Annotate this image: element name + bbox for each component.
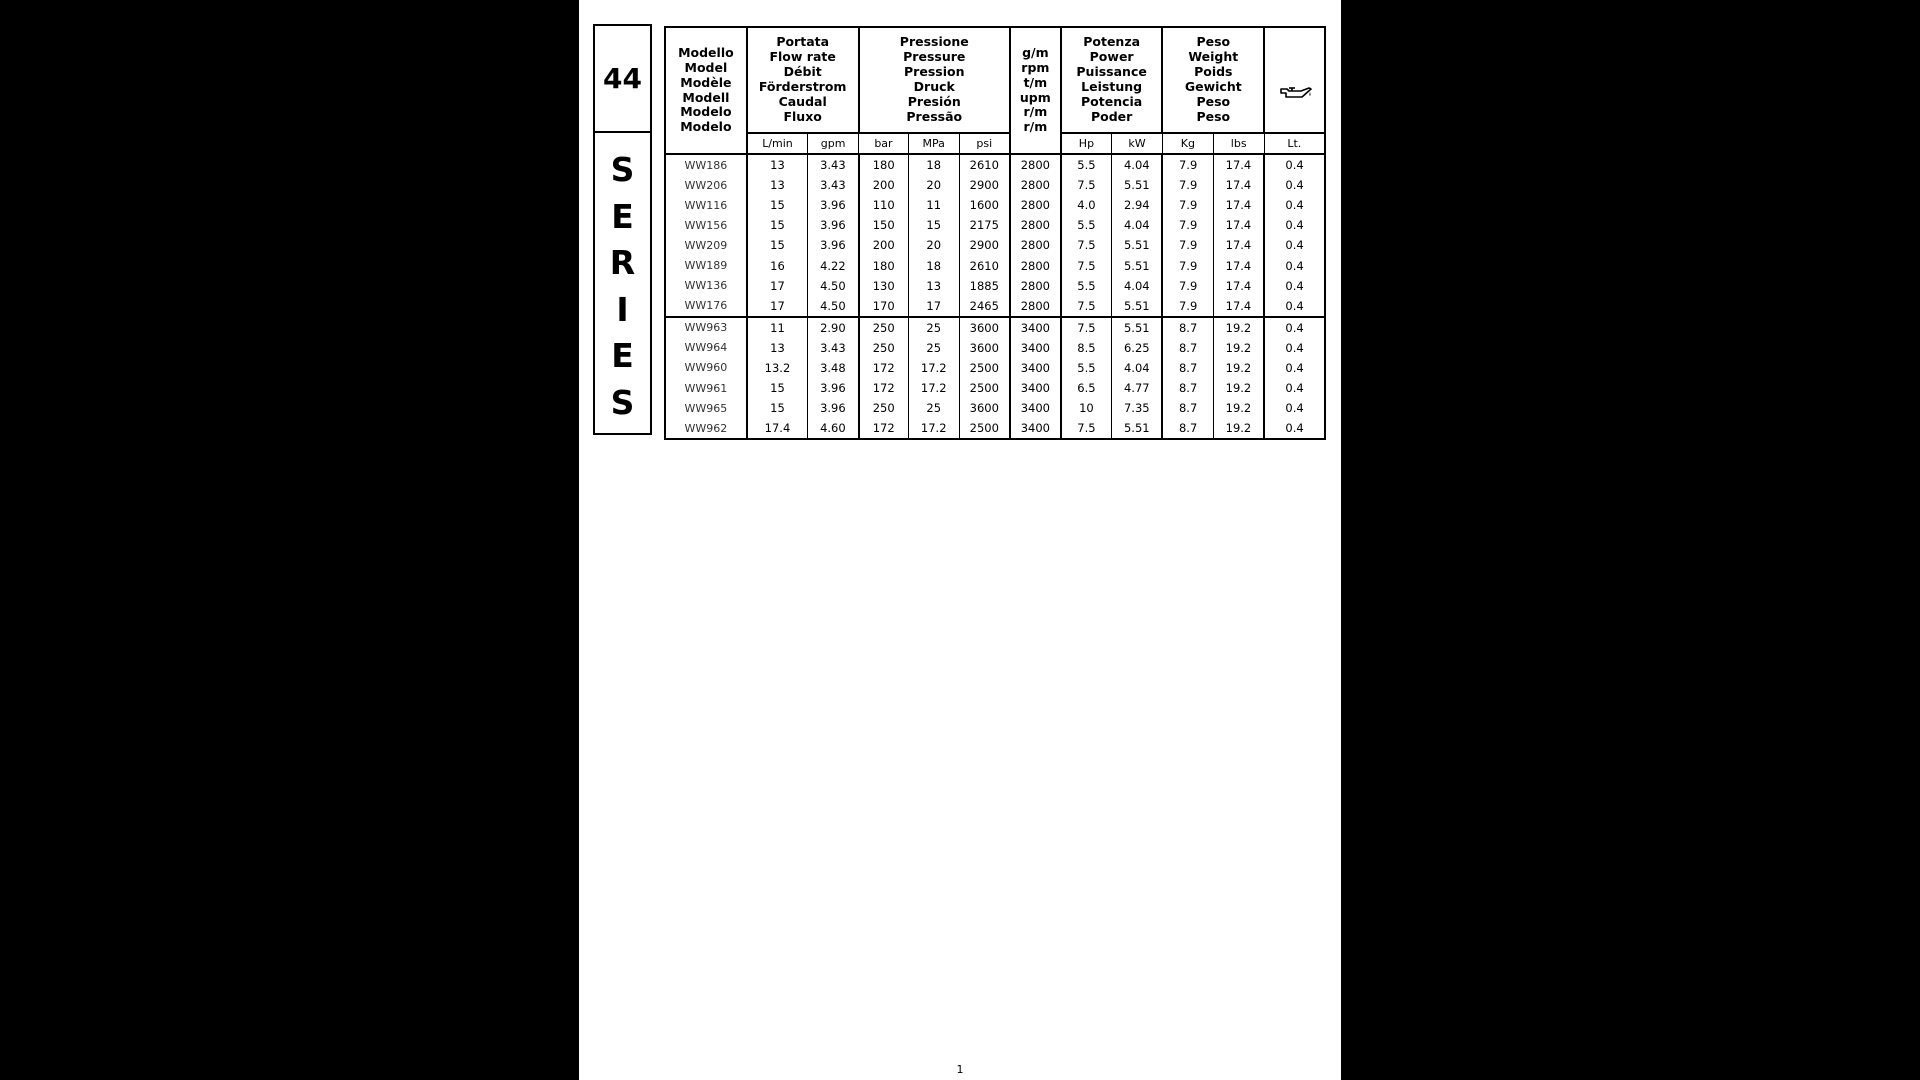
header-flow: Portata Flow rate Débit Förderstrom Caudal Fluxo [747,27,859,133]
cell-pressure-psi: 1600 [959,195,1010,215]
cell-pressure-mpa: 18 [908,154,959,175]
cell-weight-lbs: 17.4 [1213,154,1264,175]
cell-pressure-mpa: 17.2 [908,418,959,439]
table-row [665,154,1325,175]
cell-power-hp: 8.5 [1061,338,1112,358]
cell-rpm: 3400 [1010,418,1061,439]
cell-weight-lbs: 17.4 [1213,175,1264,195]
cell-rpm: 3400 [1010,338,1061,358]
cell-flow-lmin: 17 [747,276,808,296]
cell-flow-gpm: 4.60 [808,418,859,439]
cell-flow-lmin: 17.4 [747,418,808,439]
cell-oil-lt: 0.4 [1264,175,1325,195]
header-pressure: Pressione Pressure Pression Druck Presión Pressão [859,27,1010,133]
cell-weight-lbs: 19.2 [1213,398,1264,418]
cell-pressure-bar: 150 [859,215,909,235]
cell-oil-lt: 0.4 [1264,358,1325,378]
cell-power-hp: 7.5 [1061,296,1112,317]
unit-lt: Lt. [1264,133,1325,154]
table-row [665,338,1325,358]
cell-flow-lmin: 17 [747,296,808,317]
cell-flow-gpm: 3.96 [808,195,859,215]
cell-weight-kg: 8.7 [1162,317,1213,338]
cell-weight-lbs: 17.4 [1213,215,1264,235]
cell-pressure-psi: 2500 [959,418,1010,439]
cell-model: WW186 [665,154,747,175]
cell-power-kw: 7.35 [1112,398,1163,418]
unit-kg: Kg [1162,133,1213,154]
cell-weight-kg: 8.7 [1162,418,1213,439]
unit-mpa: MPa [908,133,959,154]
cell-flow-gpm: 3.96 [808,398,859,418]
cell-power-hp: 10 [1061,398,1112,418]
cell-pressure-bar: 110 [859,195,909,215]
cell-model: WW176 [665,296,747,317]
cell-pressure-psi: 2500 [959,378,1010,398]
table-row [665,358,1325,378]
cell-rpm: 3400 [1010,317,1061,338]
series-number: 44 [595,26,650,133]
table-row [665,317,1325,338]
cell-weight-kg: 8.7 [1162,398,1213,418]
cell-flow-gpm: 3.96 [808,235,859,255]
cell-pressure-bar: 130 [859,276,909,296]
cell-weight-lbs: 19.2 [1213,358,1264,378]
cell-pressure-bar: 180 [859,255,909,275]
series-letter: E [611,196,634,236]
cell-weight-kg: 7.9 [1162,195,1213,215]
cell-rpm: 2800 [1010,215,1061,235]
cell-pressure-psi: 2900 [959,235,1010,255]
cell-model: WW964 [665,338,747,358]
cell-power-hp: 5.5 [1061,215,1112,235]
cell-power-kw: 4.04 [1112,215,1163,235]
cell-flow-lmin: 16 [747,255,808,275]
cell-pressure-psi: 1885 [959,276,1010,296]
cell-flow-lmin: 15 [747,195,808,215]
cell-flow-lmin: 15 [747,378,808,398]
table-row [665,235,1325,255]
cell-power-kw: 5.51 [1112,235,1163,255]
series-letter: S [610,150,635,189]
cell-power-kw: 5.51 [1112,255,1163,275]
cell-pressure-bar: 170 [859,296,909,317]
cell-rpm: 2800 [1010,154,1061,175]
cell-pressure-psi: 2610 [959,154,1010,175]
cell-weight-lbs: 17.4 [1213,276,1264,296]
cell-pressure-psi: 3600 [959,317,1010,338]
cell-pressure-mpa: 13 [908,276,959,296]
cell-model: WW136 [665,276,747,296]
cell-model: WW209 [665,235,747,255]
cell-power-hp: 5.5 [1061,276,1112,296]
cell-flow-lmin: 15 [747,398,808,418]
cell-model: WW156 [665,215,747,235]
cell-pressure-psi: 3600 [959,338,1010,358]
series-letter: S [610,382,635,422]
cell-power-kw: 4.04 [1112,358,1163,378]
cell-rpm: 2800 [1010,276,1061,296]
cell-pressure-mpa: 17.2 [908,378,959,398]
cell-pressure-psi: 2900 [959,175,1010,195]
cell-oil-lt: 0.4 [1264,378,1325,398]
series-letter: I [616,289,629,329]
cell-rpm: 3400 [1010,398,1061,418]
cell-power-hp: 6.5 [1061,378,1112,398]
pump-spec-table [664,26,1326,440]
cell-flow-lmin: 15 [747,235,808,255]
cell-power-kw: 4.04 [1112,276,1163,296]
cell-model: WW965 [665,398,747,418]
table-row [665,175,1325,195]
cell-pressure-bar: 172 [859,358,909,378]
cell-power-kw: 5.51 [1112,418,1163,439]
unit-psi: psi [959,133,1010,154]
cell-pressure-bar: 200 [859,175,909,195]
cell-pressure-mpa: 20 [908,235,959,255]
cell-weight-kg: 7.9 [1162,255,1213,275]
page-number: 1 [956,1063,964,1076]
cell-pressure-mpa: 17.2 [908,358,959,378]
cell-flow-lmin: 13 [747,175,808,195]
table-row [665,255,1325,275]
table-row [665,398,1325,418]
cell-oil-lt: 0.4 [1264,215,1325,235]
cell-weight-lbs: 17.4 [1213,195,1264,215]
cell-model: WW961 [665,378,747,398]
header-oil [1264,27,1325,133]
cell-pressure-psi: 2175 [959,215,1010,235]
cell-weight-lbs: 19.2 [1213,378,1264,398]
unit-hp: Hp [1061,133,1112,154]
cell-weight-kg: 8.7 [1162,378,1213,398]
cell-model: WW960 [665,358,747,378]
cell-weight-lbs: 17.4 [1213,255,1264,275]
cell-pressure-bar: 250 [859,398,909,418]
cell-power-kw: 5.51 [1112,317,1163,338]
cell-flow-gpm: 3.43 [808,154,859,175]
cell-oil-lt: 0.4 [1264,195,1325,215]
header-model: Modello Model Modèle Modell Modelo Modelo [665,27,747,154]
cell-flow-gpm: 3.96 [808,215,859,235]
document-page [579,0,1341,1080]
cell-oil-lt: 0.4 [1264,296,1325,317]
cell-rpm: 2800 [1010,175,1061,195]
cell-power-hp: 7.5 [1061,235,1112,255]
cell-rpm: 3400 [1010,358,1061,378]
cell-power-kw: 5.51 [1112,296,1163,317]
cell-flow-lmin: 11 [747,317,808,338]
cell-oil-lt: 0.4 [1264,398,1325,418]
cell-flow-gpm: 4.22 [808,255,859,275]
cell-pressure-bar: 172 [859,418,909,439]
cell-weight-lbs: 19.2 [1213,418,1264,439]
cell-power-hp: 7.5 [1061,255,1112,275]
cell-pressure-mpa: 25 [908,317,959,338]
cell-pressure-bar: 250 [859,317,909,338]
cell-pressure-mpa: 20 [908,175,959,195]
cell-weight-kg: 7.9 [1162,296,1213,317]
cell-power-kw: 4.04 [1112,154,1163,175]
cell-pressure-psi: 3600 [959,398,1010,418]
header-rpm: g/m rpm t/m upm r/m r/m [1010,27,1061,154]
cell-flow-lmin: 15 [747,215,808,235]
cell-pressure-bar: 180 [859,154,909,175]
cell-weight-kg: 7.9 [1162,175,1213,195]
header-weight: Peso Weight Poids Gewicht Peso Peso [1162,27,1264,133]
cell-power-kw: 5.51 [1112,175,1163,195]
unit-lbs: lbs [1213,133,1264,154]
cell-flow-gpm: 3.48 [808,358,859,378]
cell-model: WW963 [665,317,747,338]
series-letter: R [609,243,636,282]
cell-pressure-bar: 172 [859,378,909,398]
cell-oil-lt: 0.4 [1264,418,1325,439]
series-letter: E [611,336,634,375]
cell-rpm: 2800 [1010,195,1061,215]
unit-kw: kW [1112,133,1163,154]
series-label-box [593,24,652,435]
cell-flow-lmin: 13.2 [747,358,808,378]
cell-model: WW189 [665,255,747,275]
cell-power-hp: 7.5 [1061,317,1112,338]
cell-weight-kg: 7.9 [1162,215,1213,235]
cell-rpm: 3400 [1010,378,1061,398]
cell-power-hp: 5.5 [1061,358,1112,378]
cell-weight-kg: 7.9 [1162,235,1213,255]
header-row [665,27,1325,133]
cell-rpm: 2800 [1010,235,1061,255]
cell-weight-kg: 7.9 [1162,276,1213,296]
cell-pressure-bar: 250 [859,338,909,358]
cell-oil-lt: 0.4 [1264,154,1325,175]
series-word [595,133,650,426]
cell-flow-gpm: 2.90 [808,317,859,338]
cell-power-hp: 7.5 [1061,175,1112,195]
cell-pressure-mpa: 17 [908,296,959,317]
cell-power-kw: 6.25 [1112,338,1163,358]
cell-oil-lt: 0.4 [1264,338,1325,358]
cell-weight-lbs: 17.4 [1213,296,1264,317]
oil-can-icon [1277,68,1313,107]
cell-weight-kg: 8.7 [1162,338,1213,358]
unit-bar: bar [859,133,909,154]
cell-pressure-mpa: 11 [908,195,959,215]
table-row [665,215,1325,235]
cell-pressure-psi: 2465 [959,296,1010,317]
spec-table-body [665,154,1325,439]
table-row [665,378,1325,398]
cell-pressure-mpa: 25 [908,338,959,358]
cell-flow-gpm: 3.43 [808,175,859,195]
cell-pressure-bar: 200 [859,235,909,255]
cell-model: WW206 [665,175,747,195]
cell-weight-lbs: 17.4 [1213,235,1264,255]
table-row [665,418,1325,439]
cell-flow-gpm: 3.43 [808,338,859,358]
header-power: Potenza Power Puissance Leistung Potencia Poder [1061,27,1163,133]
cell-power-hp: 5.5 [1061,154,1112,175]
cell-rpm: 2800 [1010,296,1061,317]
cell-power-hp: 7.5 [1061,418,1112,439]
unit-lmin: L/min [747,133,808,154]
cell-weight-lbs: 19.2 [1213,338,1264,358]
unit-gpm: gpm [808,133,859,154]
cell-power-kw: 4.77 [1112,378,1163,398]
cell-oil-lt: 0.4 [1264,235,1325,255]
cell-oil-lt: 0.4 [1264,276,1325,296]
cell-model: WW962 [665,418,747,439]
cell-weight-lbs: 19.2 [1213,317,1264,338]
cell-weight-kg: 7.9 [1162,154,1213,175]
cell-pressure-mpa: 18 [908,255,959,275]
cell-rpm: 2800 [1010,255,1061,275]
cell-power-kw: 2.94 [1112,195,1163,215]
cell-flow-gpm: 3.96 [808,378,859,398]
cell-model: WW116 [665,195,747,215]
cell-pressure-mpa: 25 [908,398,959,418]
table-row [665,276,1325,296]
cell-flow-lmin: 13 [747,338,808,358]
cell-flow-gpm: 4.50 [808,276,859,296]
cell-oil-lt: 0.4 [1264,255,1325,275]
cell-pressure-psi: 2500 [959,358,1010,378]
table-row [665,195,1325,215]
cell-flow-gpm: 4.50 [808,296,859,317]
cell-pressure-psi: 2610 [959,255,1010,275]
table-row [665,296,1325,317]
cell-power-hp: 4.0 [1061,195,1112,215]
cell-flow-lmin: 13 [747,154,808,175]
cell-pressure-mpa: 15 [908,215,959,235]
cell-weight-kg: 8.7 [1162,358,1213,378]
cell-oil-lt: 0.4 [1264,317,1325,338]
units-row [665,133,1325,154]
